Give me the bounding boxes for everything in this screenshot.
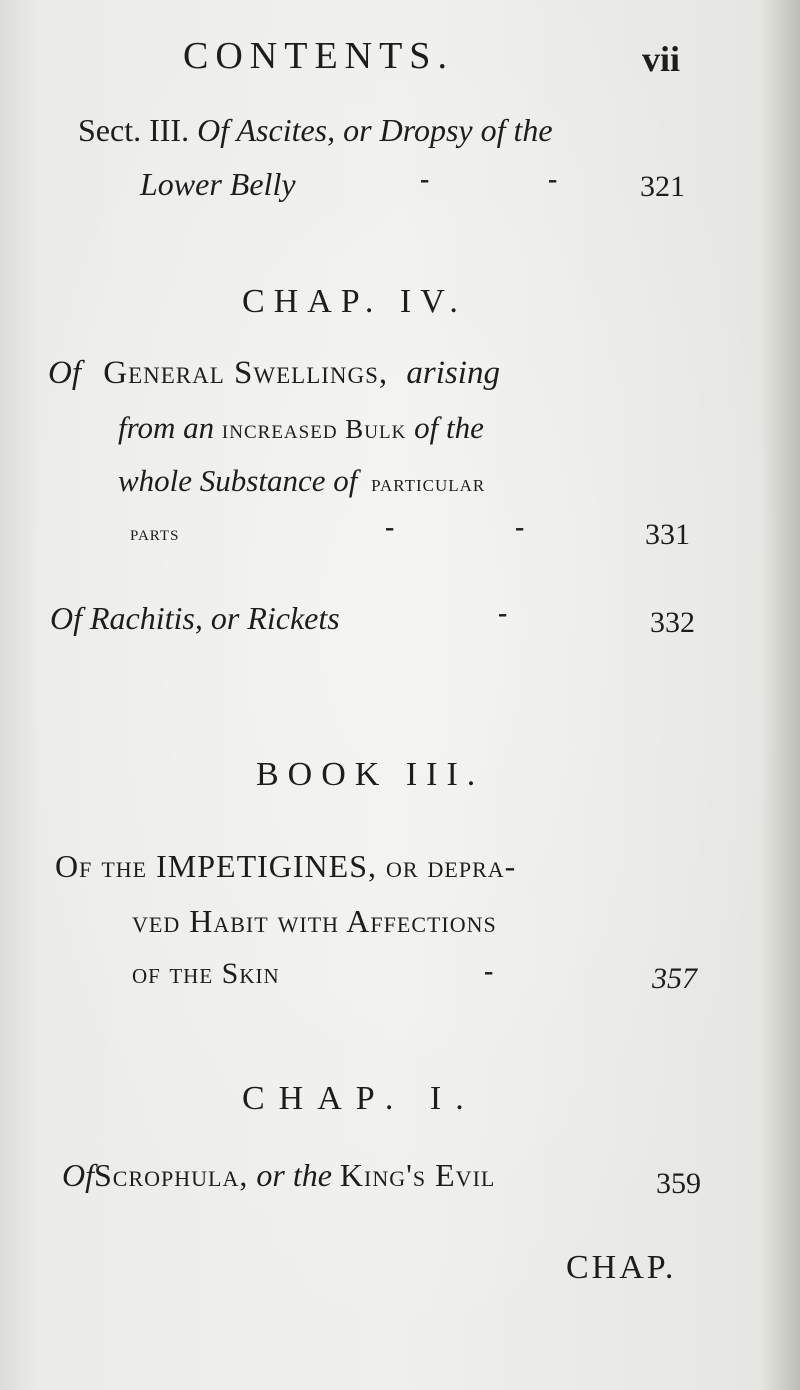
entry-line4: parts <box>130 520 180 545</box>
entry-italic: arising <box>406 355 500 391</box>
entry-italic: of the <box>414 410 484 445</box>
book-heading: BOOK III. <box>256 756 485 793</box>
entry-smallcaps: King's Evil <box>339 1157 496 1193</box>
running-head-title: CONTENTS. <box>183 35 454 77</box>
of-word: Of <box>48 355 81 391</box>
leader-dash: - <box>385 512 395 543</box>
leader-dash: - <box>420 164 430 195</box>
chapter-heading: CHAP. IV. <box>242 283 467 320</box>
leader-dash: - <box>498 598 508 629</box>
entry-title-line1: Of Ascites, or Dropsy of the <box>197 112 553 148</box>
page-number: vii <box>642 39 681 79</box>
entry-italic: whole Substance of <box>118 463 358 498</box>
sect-label: Sect. III. <box>78 112 190 148</box>
book-entry-line3: of the Skin <box>132 957 280 990</box>
entry-italic: from an <box>118 410 215 445</box>
entry-page-number: 331 <box>645 518 690 551</box>
leader-dash: - <box>515 512 525 543</box>
chapter-heading: CHAP. I. <box>242 1080 478 1117</box>
entry-title-line2: Lower Belly <box>140 166 296 202</box>
toc-entry-scrophula <box>62 1157 495 1194</box>
entry-line2 <box>118 410 484 446</box>
of-word: Of <box>62 1157 94 1193</box>
leader-dash: - <box>548 164 558 195</box>
entry-page-number: 359 <box>656 1167 701 1200</box>
entry-italic: or the <box>256 1157 332 1193</box>
entry-smallcaps: increased Bulk <box>221 414 407 444</box>
entry-page-number: 321 <box>640 170 685 203</box>
entry-page-number: 332 <box>650 606 695 639</box>
toc-entry-ascites <box>78 112 553 149</box>
toc-entry-general-swellings <box>48 355 500 392</box>
entry-smallcaps: particular <box>371 471 486 497</box>
entry-line3 <box>118 463 485 499</box>
entry-page-number: 357 <box>652 962 697 995</box>
leader-dash: - <box>484 956 494 987</box>
book-entry-line2: ved Habit with Affections <box>132 903 497 939</box>
book-entry-line1: Of the IMPETIGINES, or depra- <box>55 848 517 884</box>
entry-smallcaps: Scrophula, <box>94 1157 249 1193</box>
toc-entry-rachitis: Of Rachitis, or Rickets <box>50 600 340 636</box>
entry-smallcaps: General Swellings, <box>103 355 389 391</box>
catchword: CHAP. <box>566 1249 677 1286</box>
